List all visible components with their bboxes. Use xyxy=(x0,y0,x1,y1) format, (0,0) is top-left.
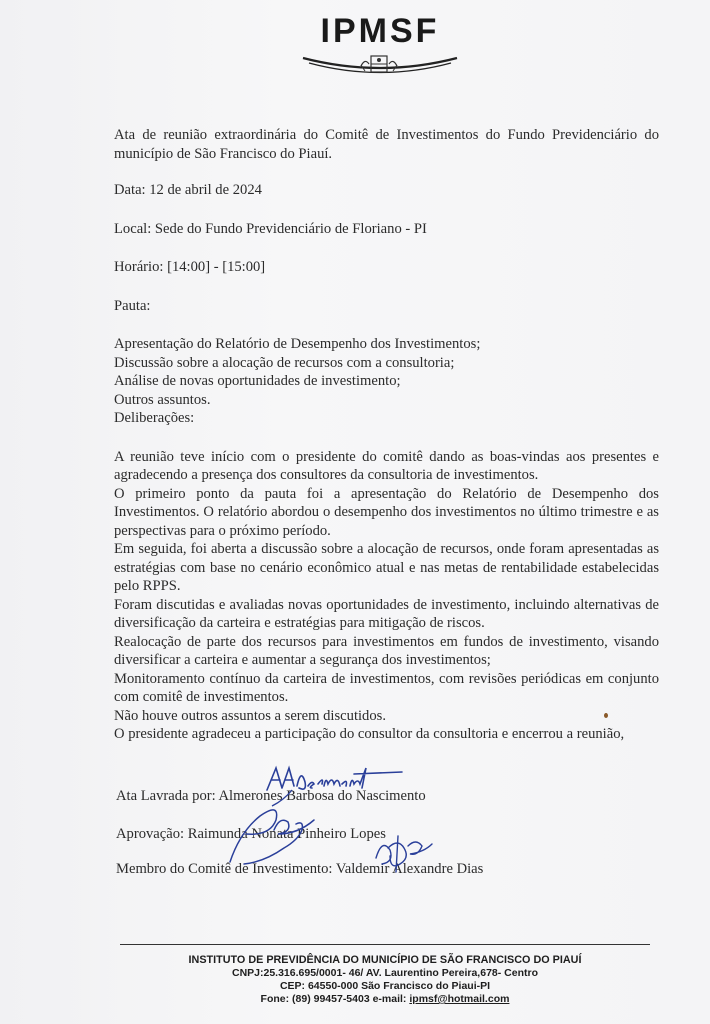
meeting-location: Local: Sede do Fundo Previdenciário de Floriano - PI xyxy=(114,220,427,237)
minutes-content xyxy=(114,126,659,744)
ink-spot xyxy=(604,713,608,718)
agenda-item: Discussão sobre a alocação de recursos com a consultoria; xyxy=(114,354,455,371)
body-paragraph: Em seguida, foi aberta a discussão sobre a alocação de recursos, onde foram apresentadas as estratégias com base no cenário econômico atual e nas metas de rentabilidade estabelecidas pelo RPPS. xyxy=(114,541,659,594)
agenda-item: Apresentação do Relatório de Desempenho dos Investimentos; xyxy=(114,336,481,352)
institution-footer xyxy=(120,944,650,1006)
body-paragraph: Não houve outros assuntos a serem discutidos. xyxy=(114,707,386,724)
footer-contact xyxy=(120,993,650,1006)
agenda-heading: Pauta: xyxy=(114,297,151,314)
body-paragraph: O presidente agradeceu a participação do consultor da consultoria e encerrou a reunião, xyxy=(114,726,625,742)
agenda-item: Outros assuntos. xyxy=(114,391,211,408)
meeting-date: Data: 12 de abril de 2024 xyxy=(114,182,262,198)
body-paragraph: Monitoramento contínuo da carteira de investimentos, com revisões periódicas em conjunto com comitê de investimentos. xyxy=(114,670,659,705)
deliberations-heading: Deliberações: xyxy=(114,410,195,426)
meeting-time: Horário: [14:00] - [15:00] xyxy=(114,259,266,275)
footer-cnpj-address: CNPJ:25.316.695/0001- 46/ AV. Laurentino Pereira,678- Centro xyxy=(231,967,538,979)
body-paragraph: A reunião teve início com o presidente do comitê dando as boas-vindas aos presentes e agradecendo a presença dos consultores da consultoria de investimentos. xyxy=(114,448,659,483)
signature-line-membro: Membro do Comitê de Investimento: Valdemir Alexandre Dias xyxy=(116,861,484,877)
handwritten-signature-3 xyxy=(368,828,438,878)
footer-email-link[interactable]: ipmsf@hotmail.com xyxy=(409,993,510,1005)
logo-text: IPMSF xyxy=(320,12,440,50)
signature-line-ata: Ata Lavrada por: Almerones Barbosa do Nascimento xyxy=(116,788,426,804)
document-title: Ata de reunião extraordinária do Comitê de Investimentos do Fundo Previdenciário do município de São Francisco do Piauí. xyxy=(114,127,659,162)
agenda-item: Análise de novas oportunidades de investimento; xyxy=(114,373,401,389)
body-paragraph: Realocação de parte dos recursos para investimentos em fundos de investimento, visando diversificar a carteira e aumentar a segurança dos investimentos; xyxy=(114,633,659,668)
footer-phone: Fone: (89) 99457-5403 e-mail: xyxy=(260,993,410,1005)
ipmsf-logo xyxy=(295,8,465,82)
body-paragraph: O primeiro ponto da pauta foi a apresentação do Relatório de Desempenho dos Investimentos. O relatório abordou o desempenho dos investimentos no último trimestre e as perspectivas para o próximo período. xyxy=(114,485,659,539)
footer-institution-name: INSTITUTO DE PREVIDÊNCIA DO MUNICÍPIO DE SÃO FRANCISCO DO PIAUÍ xyxy=(188,954,582,966)
signature-line-aprovacao: Aprovação: Raimunda Nonata Pinheiro Lopes xyxy=(116,826,386,842)
footer-cep: CEP: 64550-000 São Francisco do Piaui-PI xyxy=(279,980,491,992)
body-paragraph: Foram discutidas e avaliadas novas oportunidades de investimento, incluindo alternativas de diversificação da carteira e estratégias para mitigação de riscos. xyxy=(114,596,659,631)
handwritten-signature-2 xyxy=(220,800,340,866)
